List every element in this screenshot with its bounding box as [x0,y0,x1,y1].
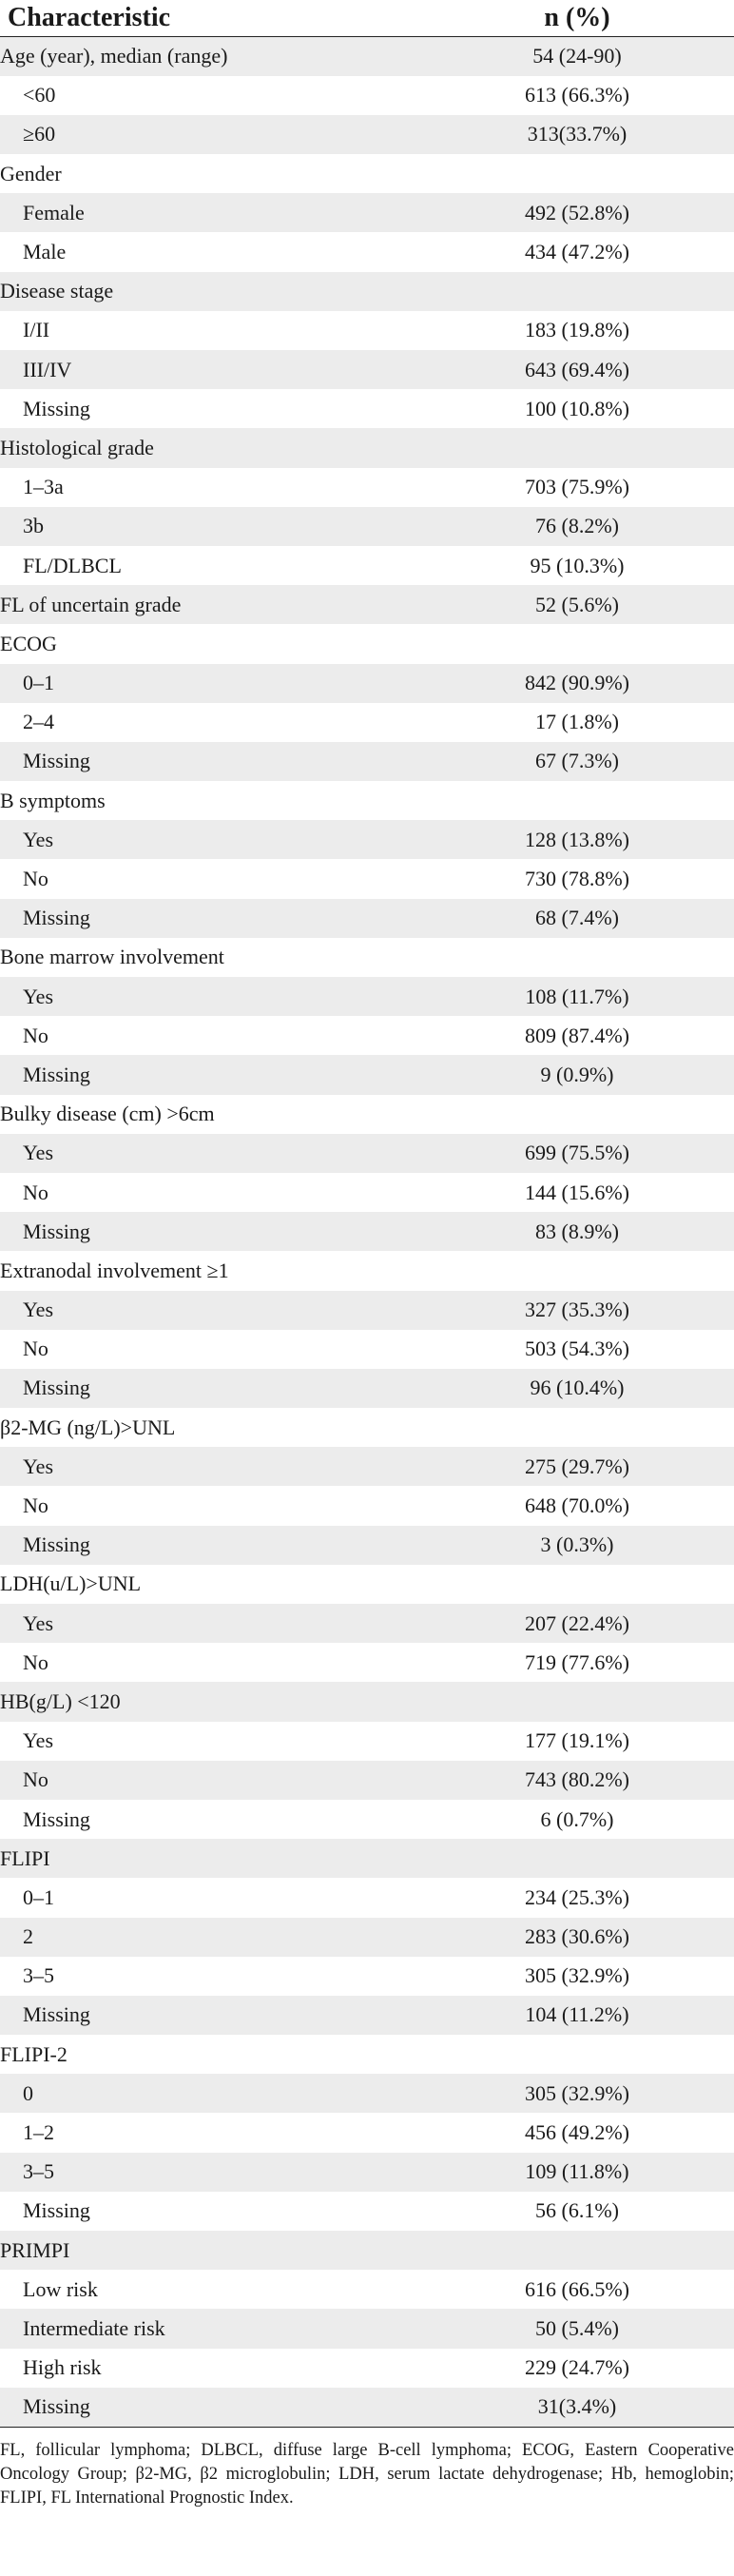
table-row [0,2309,734,2348]
table-row [0,507,734,546]
row-value: 842 (90.9%) [525,671,629,695]
footnote-text: FL, follicular lymphoma; DLBCL, diffuse large B-cell lymphoma; ECOG, Eastern Cooperative Oncology Group; β2-MG, β2 microglobulin; LDH, serum lactate dehydrogenase; Hb, hemoglobin; FLIPI, FL International Prognostic Index. [0,2440,734,2508]
table-row [0,624,734,663]
row-label: B symptoms [0,788,106,812]
row-label: Bulky disease (cm) >6cm [0,1102,215,1126]
row-value: 305 (32.9%) [525,1963,629,1988]
row-value: 104 (11.2%) [525,2002,629,2027]
table-row [0,1369,734,1408]
row-label: Missing [23,1219,90,1243]
row-label: Extranodal involvement ≥1 [0,1258,229,1282]
row-value: 50 (5.4%) [535,2315,619,2340]
row-label: <60 [23,83,56,107]
table-row [0,703,734,742]
row-value: 54 (24-90) [532,44,622,68]
table-row [0,742,734,781]
row-value: 144 (15.6%) [525,1180,629,1204]
row-label: ≥60 [23,122,56,146]
row-value: 96 (10.4%) [530,1376,625,1400]
row-value: 183 (19.8%) [525,318,629,342]
row-label: 0–1 [23,1884,54,1909]
table-row [0,1761,734,1800]
row-value: 743 (80.2%) [525,1767,629,1792]
row-label: No [23,1493,48,1518]
table-row [0,468,734,507]
row-value: 100 (10.8%) [525,396,629,420]
table-row [0,1526,734,1565]
row-label: Male [23,240,67,264]
row-value: 434 (47.2%) [525,240,629,264]
row-value [420,1408,734,1447]
row-value [420,1565,734,1604]
table-row [0,1996,734,2035]
row-value: 699 (75.5%) [525,1141,629,1165]
row-label: HB(g/L) <120 [0,1688,121,1713]
row-label: 3b [23,514,44,538]
table-row [0,350,734,389]
row-label: No [23,1180,48,1204]
row-label: High risk [23,2355,102,2380]
table-row [0,1682,734,1721]
table-row [0,1173,734,1212]
row-label: 2–4 [23,710,54,734]
table-row [0,2113,734,2152]
table-footnote [0,2428,734,2510]
row-label: 1–3a [23,475,64,499]
row-value: 6 (0.7%) [540,1806,614,1831]
table-row [0,1565,734,1604]
table-row [0,546,734,585]
row-value: 31(3.4%) [537,2394,617,2419]
row-value: 56 (6.1%) [535,2198,619,2223]
row-value [420,428,734,467]
row-value [420,272,734,311]
row-value: 67 (7.3%) [535,749,619,773]
table-row [0,1918,734,1957]
table-row [0,1291,734,1330]
row-value: 177 (19.1%) [525,1728,629,1753]
row-label: FLIPI-2 [0,2041,68,2066]
row-value: 730 (78.8%) [525,867,629,891]
row-value: 76 (8.2%) [535,514,619,538]
row-value: 305 (32.9%) [525,2080,629,2105]
row-value: 109 (11.8%) [525,2159,629,2184]
row-label: Missing [23,749,90,773]
table-row [0,1212,734,1251]
table-row [0,585,734,624]
row-label: I/II [23,318,50,342]
table-header [0,0,734,37]
row-label: Missing [23,1062,90,1086]
row-value [420,2035,734,2074]
row-value: 9 (0.9%) [540,1062,614,1086]
row-label: Yes [23,1454,54,1478]
row-label: Yes [23,1728,54,1753]
table-row [0,1134,734,1173]
table-row [0,2231,734,2270]
row-label: 0–1 [23,671,54,695]
table-row [0,1878,734,1917]
row-value [420,938,734,977]
row-value: 616 (66.5%) [525,2276,629,2301]
table-row [0,37,734,76]
row-value: 719 (77.6%) [525,1649,629,1674]
table-row [0,938,734,977]
row-label: FLIPI [0,1845,50,1870]
table-row [0,389,734,428]
table-row [0,977,734,1016]
table-row [0,1839,734,1878]
row-value: 3 (0.3%) [540,1532,614,1557]
row-value [420,2231,734,2270]
row-label: 0 [23,2080,33,2105]
row-label: No [23,867,48,891]
table-row [0,2349,734,2388]
row-label: 2 [23,1924,33,1949]
row-value: 327 (35.3%) [525,1298,629,1322]
row-value: 492 (52.8%) [525,200,629,224]
table-row [0,311,734,350]
table-row [0,1055,734,1094]
table-row [0,1722,734,1761]
row-label: No [23,1767,48,1792]
row-value: 108 (11.7%) [525,984,629,1008]
row-label: III/IV [23,357,72,381]
row-label: ECOG [0,631,57,655]
row-value: 234 (25.3%) [525,1884,629,1909]
row-value: 229 (24.7%) [525,2355,629,2380]
row-label: Disease stage [0,279,114,303]
row-label: Yes [23,827,54,851]
row-label: Female [23,200,85,224]
row-label: 3–5 [23,1963,54,1988]
row-label: Low risk [23,2276,98,2301]
row-label: Missing [23,906,90,930]
row-label: β2-MG (ng/L)>UNL [0,1415,176,1439]
row-value: 703 (75.9%) [525,475,629,499]
row-value: 83 (8.9%) [535,1219,619,1243]
row-value: 17 (1.8%) [535,710,619,734]
table-row [0,2388,734,2427]
table-row [0,1016,734,1055]
table-row [0,115,734,154]
table-row [0,781,734,820]
table-row [0,76,734,115]
row-value: 95 (10.3%) [530,553,625,577]
row-value: 52 (5.6%) [535,592,619,616]
row-label: Yes [23,1298,54,1322]
header-characteristic: Characteristic [0,0,420,37]
row-label: No [23,1337,48,1361]
row-label: Yes [23,1141,54,1165]
header-n-percent: n (%) [420,0,734,37]
table-row [0,1957,734,1996]
row-label: 1–2 [23,2120,54,2145]
table-row [0,193,734,232]
row-label: FL/DLBCL [23,553,122,577]
table-row [0,2035,734,2074]
row-value: 809 (87.4%) [525,1023,629,1047]
row-value: 313(33.7%) [527,122,628,146]
table-row [0,664,734,703]
row-label: No [23,1649,48,1674]
row-value: 68 (7.4%) [535,906,619,930]
row-value [420,781,734,820]
row-label: FL of uncertain grade [0,592,182,616]
table-row [0,2074,734,2113]
row-label: Missing [23,2198,90,2223]
row-value [420,1251,734,1290]
table-row [0,1643,734,1682]
table-row [0,2270,734,2309]
row-value: 613 (66.3%) [525,83,629,107]
row-label: Intermediate risk [23,2315,165,2340]
row-label: Bone marrow involvement [0,945,224,969]
row-value [420,1682,734,1721]
table-row [0,1800,734,1839]
row-label: Missing [23,1806,90,1831]
table-row [0,154,734,193]
row-label: Missing [23,1376,90,1400]
table-row [0,1604,734,1643]
row-label: Gender [0,161,62,185]
row-value: 128 (13.8%) [525,827,629,851]
table-row [0,899,734,938]
table-row [0,1447,734,1486]
row-value [420,1095,734,1134]
row-label: Missing [23,2002,90,2027]
table-row [0,232,734,271]
row-label: 3–5 [23,2159,54,2184]
table-row [0,820,734,859]
table-row [0,1486,734,1525]
row-label: LDH(u/L)>UNL [0,1571,142,1596]
row-value [420,154,734,193]
table-row [0,1408,734,1447]
table-row [0,272,734,311]
row-value [420,624,734,663]
row-value: 648 (70.0%) [525,1493,629,1518]
row-label: Missing [23,396,90,420]
table-row [0,2153,734,2192]
row-label: Missing [23,2394,90,2419]
table-row [0,1330,734,1369]
row-label: PRIMPI [0,2237,70,2262]
table-row [0,1251,734,1290]
row-label: Histological grade [0,435,154,459]
table-body [0,37,734,2427]
row-label: No [23,1023,48,1047]
table-row [0,1095,734,1134]
table-row [0,859,734,898]
row-value: 207 (22.4%) [525,1610,629,1635]
row-label: Missing [23,1532,90,1557]
row-value [420,1839,734,1878]
row-value: 456 (49.2%) [525,2120,629,2145]
row-value: 643 (69.4%) [525,357,629,381]
row-value: 503 (54.3%) [525,1337,629,1361]
row-label: Age (year), median (range) [0,44,228,68]
row-label: Yes [23,1610,54,1635]
row-value: 283 (30.6%) [525,1924,629,1949]
row-label: Yes [23,984,54,1008]
table-row [0,2192,734,2231]
row-value: 275 (29.7%) [525,1454,629,1478]
table-row [0,428,734,467]
